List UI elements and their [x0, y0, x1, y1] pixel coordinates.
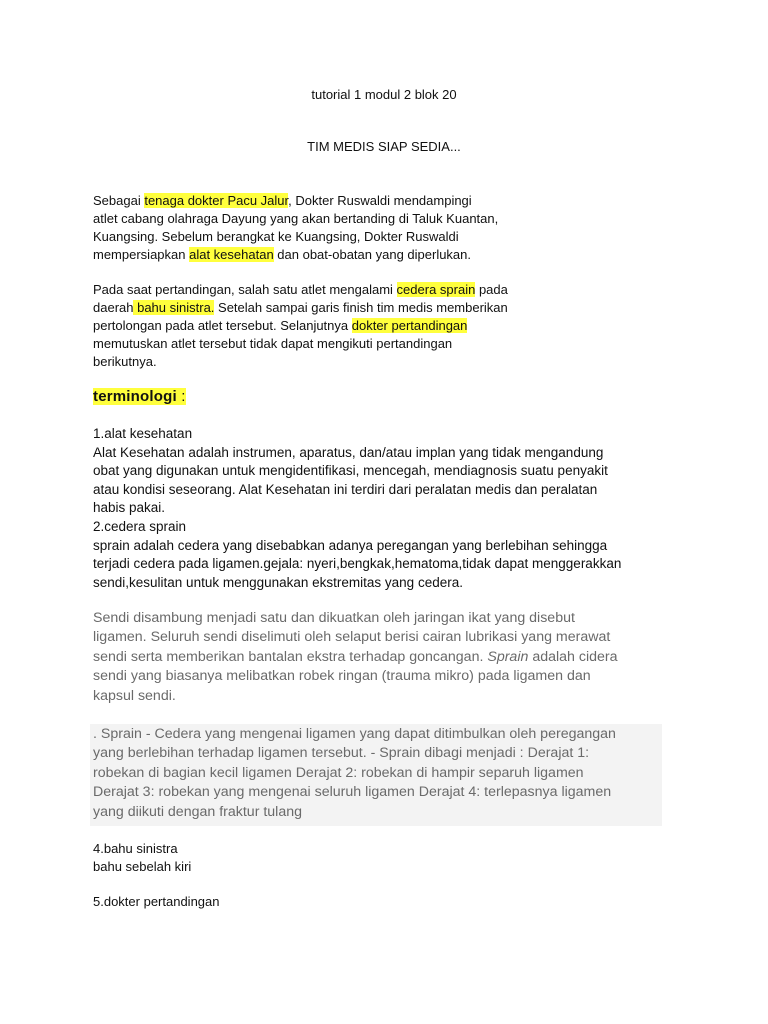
term-2-title: 2.cedera sprain — [93, 518, 187, 534]
term-4-title: 4.bahu sinistra — [93, 841, 178, 856]
gray2-line: robekan di bagian kecil ligamen Derajat 2: robekan di hampir separuh ligamen — [93, 764, 584, 781]
gray1-line — [93, 648, 683, 667]
definitions-section — [93, 425, 683, 592]
document-title: tutorial 1 modul 2 blok 20 — [311, 87, 457, 102]
story2-line-1 — [93, 281, 653, 299]
story2-line-2 — [93, 299, 653, 317]
gray1-text: sendi serta memberikan bantalan ekstra terhadap goncangan. — [93, 648, 488, 665]
term-1-definition-line: habis pakai. — [93, 500, 166, 516]
highlight-alat-kesehatan: alat kesehatan — [189, 247, 274, 262]
term-2-definition-line: terjadi cedera pada ligamen.gejala: nyeri,bengkak,hematoma,tidak dapat menggerakkan — [93, 556, 622, 572]
story2-text: Pada saat pertandingan, salah satu atlet mengalami — [93, 282, 397, 297]
term-4-definition: bahu sebelah kiri — [93, 859, 192, 874]
term-1-title: 1.alat kesehatan — [93, 426, 193, 441]
terminology-heading — [93, 388, 186, 405]
story1-line-2: atlet cabang olahraga Dayung yang akan bertanding di Taluk Kuantan, — [93, 211, 499, 226]
gray1-line: kapsul sendi. — [93, 687, 176, 704]
story2-text: Setelah sampai garis finish tim medis memberikan — [214, 300, 508, 315]
story1-text: mempersiapkan — [93, 247, 190, 262]
scenario-title: TIM MEDIS SIAP SEDIA... — [307, 139, 461, 154]
story1-text: Sebagai — [93, 193, 145, 208]
term-1-definition-line: obat yang digunakan untuk mengidentifikasi, mencegah, mendiagnosis suatu penyakit — [93, 463, 608, 479]
story2-text: pertolongan pada atlet tersebut. Selanjutnya — [93, 318, 352, 333]
term-5-section — [93, 893, 219, 911]
story1-line-1 — [93, 192, 653, 210]
story1-line-3: Kuangsing. Sebelum berangkat ke Kuangsing, Dokter Ruswaldi — [93, 229, 459, 244]
gray2-line: yang diikuti dengan fraktur tulang — [93, 803, 303, 820]
scenario-paragraph-2 — [93, 281, 653, 371]
story2-line-5: berikutnya. — [93, 354, 157, 369]
gray1-line: Sendi disambung menjadi satu dan dikuatkan oleh jaringan ikat yang disebut — [93, 610, 575, 626]
gray2-line: . Sprain - Cedera yang mengenai ligamen yang dapat ditimbulkan oleh peregangan — [93, 726, 616, 742]
sprain-degree-paragraph — [93, 725, 683, 822]
sprain-explanation-paragraph — [93, 609, 683, 706]
highlight-dokter-pertandingan: dokter pertandingan — [351, 318, 468, 333]
gray1-line: ligamen. Seluruh sendi diselimuti oleh selaput berisi cairan lubrikasi yang merawat — [93, 629, 611, 646]
story1-text: , Dokter Ruswaldi mendampingi — [288, 193, 472, 208]
term-1-definition-line: Alat Kesehatan adalah instrumen, aparatus, dan/atau implan yang tidak mengandung — [93, 444, 604, 460]
gray1-text: adalah cidera — [528, 648, 618, 665]
gray1-line: sendi yang biasanya melibatkan robek ringan (trauma mikro) pada ligamen dan — [93, 668, 591, 685]
term-2-definition-line: sprain adalah cedera yang disebabkan adanya peregangan yang berlebihan sehingga — [93, 537, 608, 553]
highlight-cedera-sprain: cedera sprain — [396, 282, 476, 297]
term-2-definition-line: sendi,kesulitan untuk menggunakan ekstremitas yang cedera. — [93, 574, 463, 590]
term-4-section — [93, 840, 191, 876]
gray2-line: Derajat 3: robekan yang mengenai seluruh ligamen Derajat 4: terlepasnya ligamen — [93, 784, 612, 801]
story1-line-4 — [93, 246, 653, 264]
gray2-line: yang berlebihan terhadap ligamen tersebut. - Sprain dibagi menjadi : Derajat 1: — [93, 745, 590, 762]
term-1-definition-line: atau kondisi seseorang. Alat Kesehatan ini terdiri dari peralatan medis dan peralatan — [93, 481, 598, 497]
story2-text: daerah — [93, 300, 134, 315]
story2-line-4: memutuskan atlet tersebut tidak dapat mengikuti pertandingan — [93, 336, 453, 351]
story2-text: pada — [475, 282, 508, 297]
term-5-title: 5.dokter pertandingan — [93, 894, 220, 909]
scenario-paragraph-1 — [93, 192, 653, 264]
sprain-italic: Sprain — [487, 648, 529, 665]
terminology-colon: : — [176, 388, 186, 405]
highlight-tenaga-dokter: tenaga dokter Pacu Jalur — [144, 193, 289, 208]
story2-line-3 — [93, 317, 653, 335]
highlight-bahu-sinistra: bahu sinistra. — [133, 300, 215, 315]
story1-text: dan obat-obatan yang diperlukan. — [273, 247, 472, 262]
terminology-word: terminologi — [93, 388, 177, 405]
